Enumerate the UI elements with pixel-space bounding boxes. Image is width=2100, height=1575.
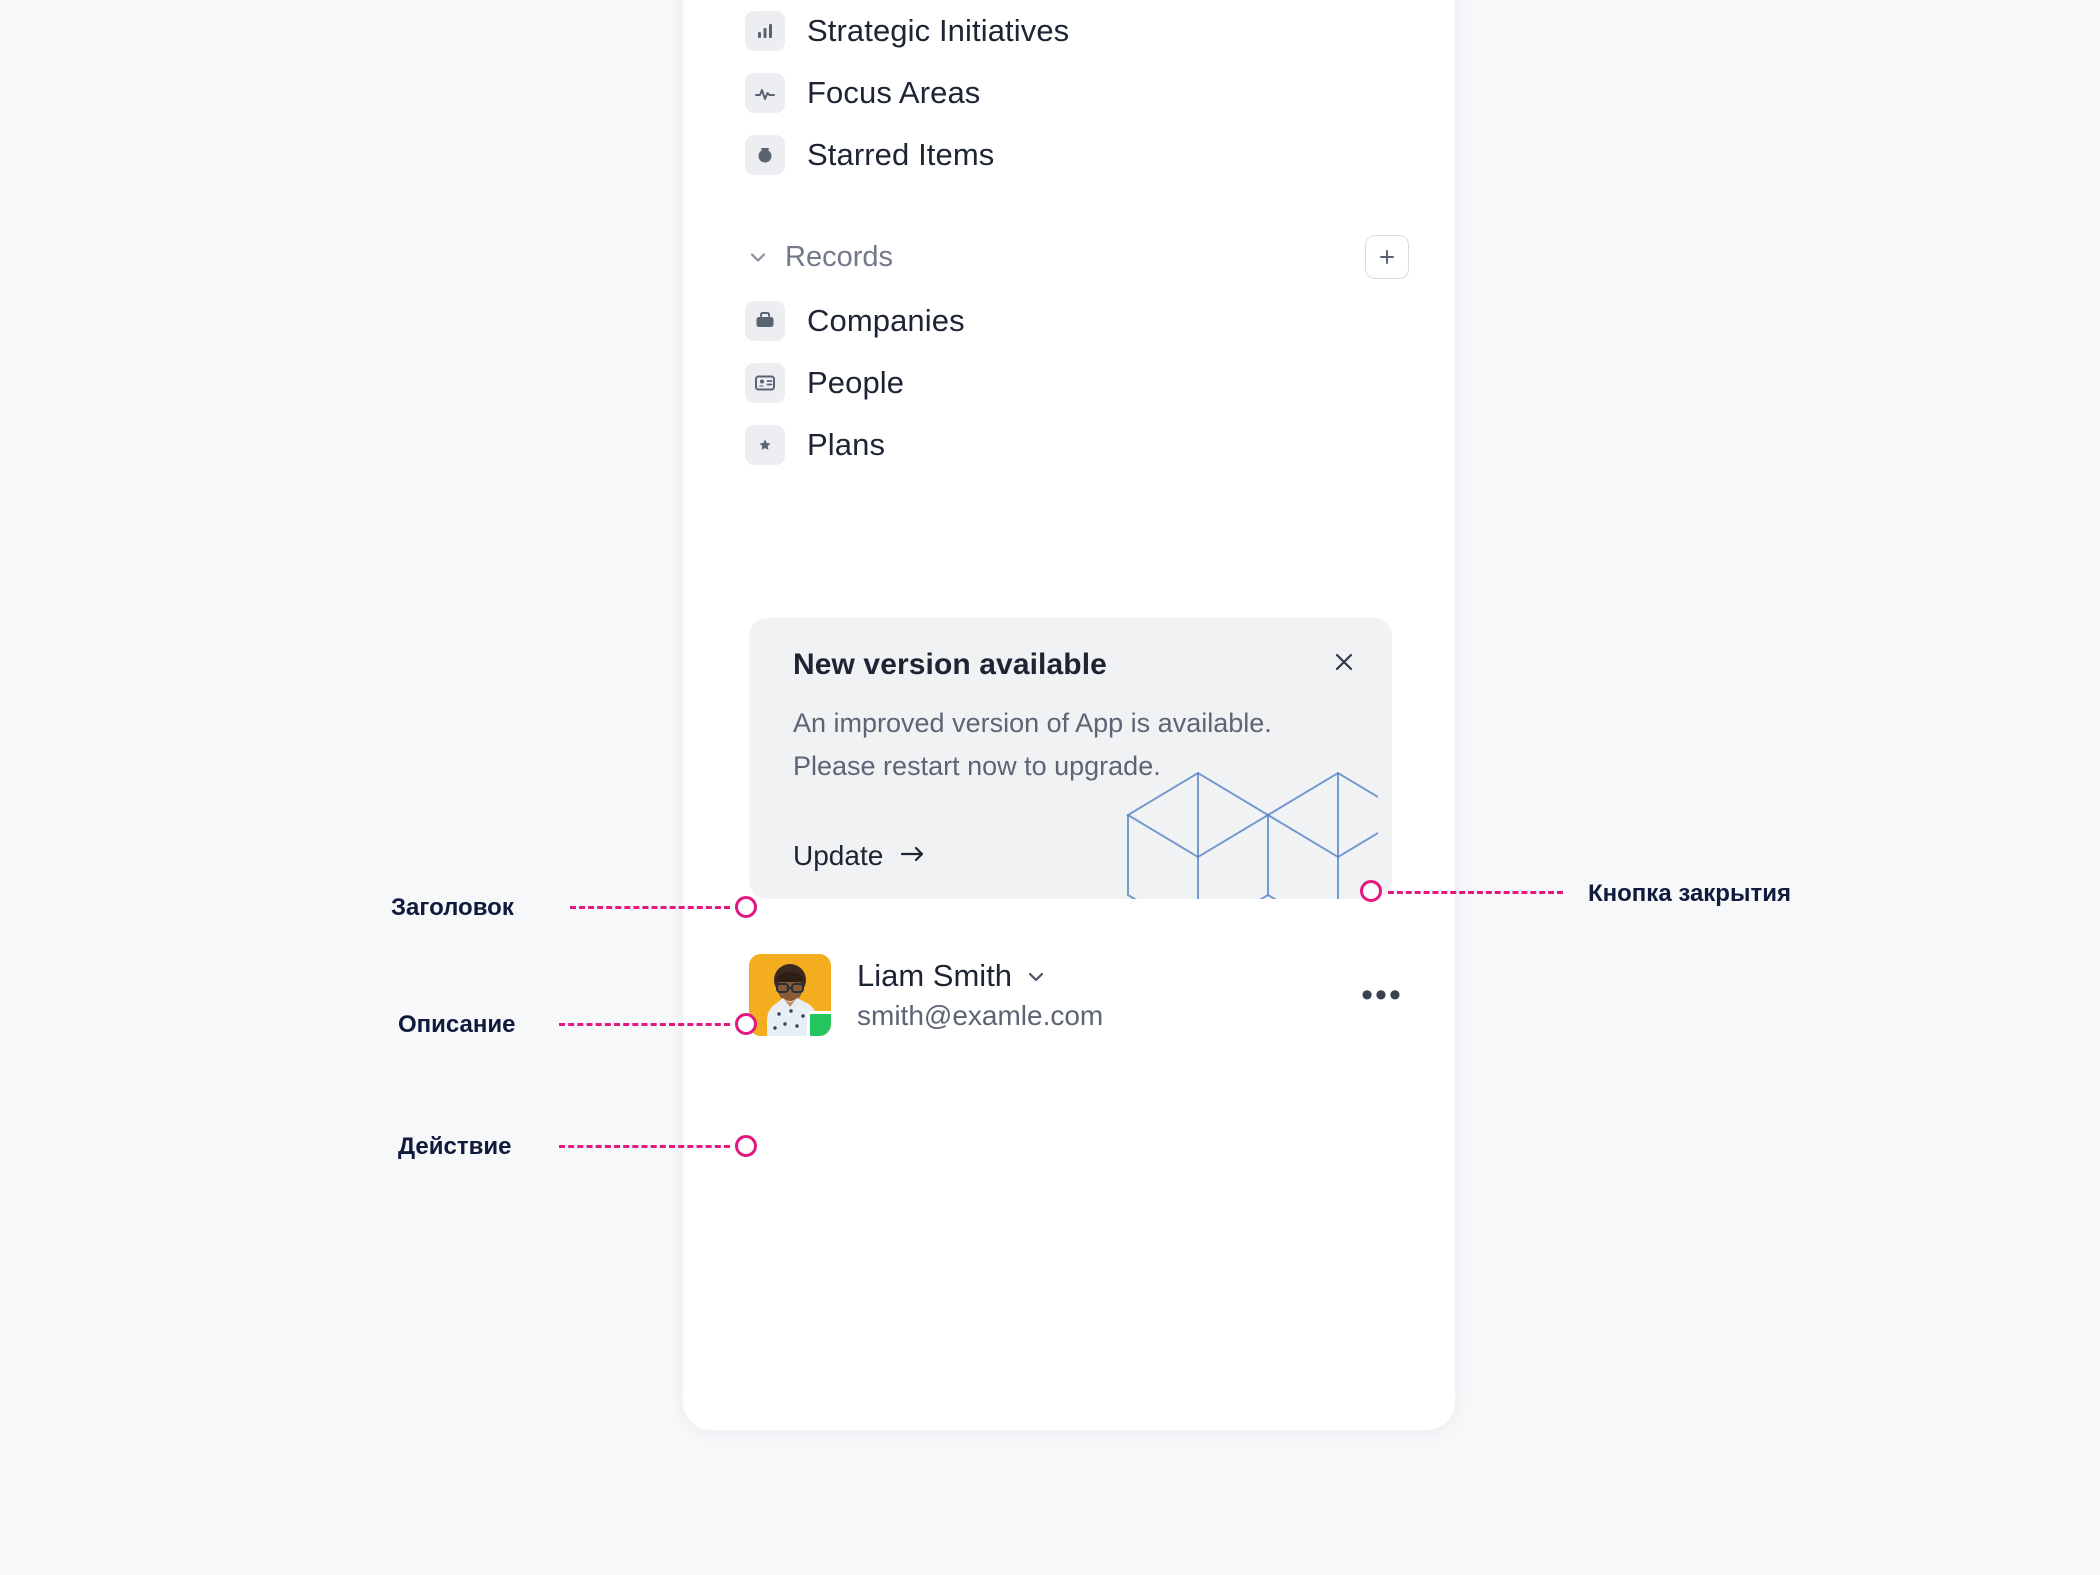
ellipsis-icon[interactable]: ••• <box>1361 975 1403 1014</box>
annotation-dot-close <box>1360 880 1382 902</box>
sidebar-item-label: Strategic Initiatives <box>807 13 1070 48</box>
sidebar-panel <box>683 0 1455 1430</box>
annotation-dot-description <box>735 1013 757 1035</box>
sidebar-item-strategic-initiatives[interactable] <box>683 0 1455 62</box>
activity-icon <box>745 73 785 113</box>
sidebar-item-label: Companies <box>807 303 965 338</box>
sidebar-item-people[interactable] <box>683 352 1455 414</box>
sidebar-nav <box>683 0 1455 476</box>
star-circle-icon <box>745 135 785 175</box>
chevron-down-icon[interactable] <box>745 244 771 270</box>
annotation-line-action <box>559 1145 730 1148</box>
status-badge <box>807 1011 831 1036</box>
sidebar-section-records <box>683 224 1455 290</box>
annotation-label-title: Заголовок <box>391 894 514 921</box>
close-icon[interactable] <box>1324 642 1364 682</box>
avatar <box>749 954 831 1036</box>
annotation-label-description: Описание <box>398 1011 516 1038</box>
sidebar-section-label: Records <box>785 240 893 273</box>
sidebar-item-label: People <box>807 365 905 400</box>
sidebar-item-label: Plans <box>807 427 886 462</box>
annotation-dot-action <box>735 1135 757 1157</box>
notification-title: New version available <box>793 648 1107 681</box>
update-button-label: Update <box>793 840 884 871</box>
user-info <box>857 958 1355 1032</box>
sidebar-item-label: Starred Items <box>807 137 995 172</box>
star-badge-icon <box>745 425 785 465</box>
annotation-line-close <box>1388 891 1563 894</box>
annotation-label-action: Действие <box>398 1133 512 1160</box>
sidebar-item-plans[interactable] <box>683 414 1455 476</box>
user-account-row[interactable] <box>749 940 1409 1050</box>
user-name: Liam Smith <box>857 958 1013 993</box>
sidebar-item-starred-items[interactable] <box>683 124 1455 186</box>
sidebar-item-label: Focus Areas <box>807 75 981 110</box>
user-name-row[interactable] <box>857 958 1355 994</box>
annotation-label-close: Кнопка закрытия <box>1588 880 1791 907</box>
notification-description: An improved version of App is available. Please restart now to upgrade. <box>793 708 1272 781</box>
sidebar-item-companies[interactable] <box>683 290 1455 352</box>
bar-chart-icon <box>745 11 785 51</box>
sidebar-item-focus-areas[interactable] <box>683 62 1455 124</box>
update-button[interactable] <box>793 840 927 872</box>
add-record-button[interactable] <box>1365 235 1409 279</box>
annotation-line-title <box>570 906 730 909</box>
chevron-down-icon[interactable] <box>1024 964 1048 988</box>
briefcase-icon <box>745 301 785 341</box>
update-notification-card <box>749 618 1392 899</box>
annotation-line-description <box>559 1023 730 1026</box>
contact-card-icon <box>745 363 785 403</box>
arrow-right-icon <box>899 840 927 872</box>
annotation-dot-title <box>735 896 757 918</box>
user-email: smith@examle.com <box>857 1000 1104 1031</box>
